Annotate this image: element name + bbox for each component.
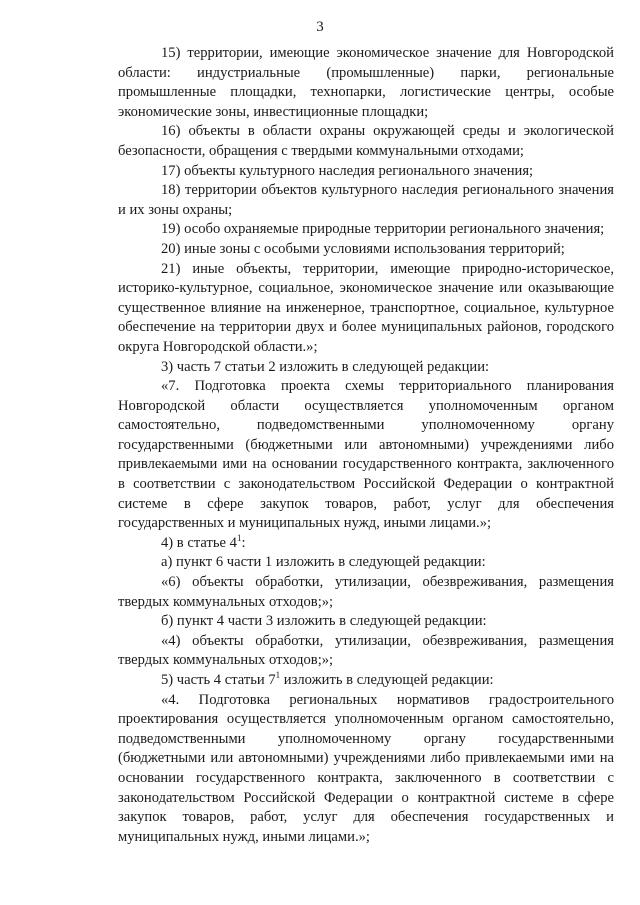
paragraph-quote-item-6: «6) объекты обработки, утилизации, обезвреживания, размещения твердых коммунальных отходов;»; [118, 574, 614, 610]
amendment-5-suffix: изложить в следующей редакции: [280, 672, 494, 688]
amendment-4-superscript: 1 [236, 532, 242, 543]
paragraph-quote-item-4: «4) объекты обработки, утилизации, обезвреживания, размещения твердых коммунальных отходов;»; [118, 632, 614, 669]
paragraph-amendment-3: 3) часть 7 статьи 2 изложить в следующей редакции: [161, 358, 490, 375]
amendment-4-suffix: : [241, 534, 246, 551]
paragraph-item-18: 18) территории объектов культурного наследия регионального значения и их зоны охраны; [118, 182, 614, 218]
document-body [118, 44, 614, 847]
paragraph-quote-part-7: «7. Подготовка проекта схемы территориального планирования Новгородской области осуществляется уполномоченным органом самостоятельно, подведомственными уполномоченному органу государственными (бюджетными или автономными) учреждениями либо привлекаемыми ими на основании государственного контракта, заключенного в соответствии с законодательством Российской Федерации о контрактной системе в сфере закупок товаров, работ, услуг для обеспечения государственных и муниципальных нужд, иными лицами.»; [118, 378, 614, 532]
amendment-5-superscript: 1 [275, 670, 281, 681]
paragraph-item-19: 19) особо охраняемые природные территории регионального значения; [161, 221, 605, 238]
paragraph-amendment-5 [118, 671, 614, 691]
paragraph-item-20: 20) иные зоны с особыми условиями использования территорий; [161, 240, 565, 257]
paragraph-item-15: 15) территории, имеющие экономическое значение для Новгородской области: индустриальные (промышленные) парки, региональные промышленные площадки, технопарки, логистические центры, особые экономические зоны, инвестиционные площадки; [118, 45, 614, 120]
paragraph-amendment-4 [118, 534, 614, 554]
paragraph-item-17: 17) объекты культурного наследия регионального значения; [161, 162, 534, 179]
paragraph-quote-part-4: «4. Подготовка региональных нормативов градостроительного проектирования осуществляется уполномоченным органом самостоятельно, подведомственными уполномоченному органу государственными (бюджетными или автономными) учреждениями либо привлекаемыми ими на основании государственного контракта, заключенного в соответствии с законодательством Российской Федерации о контрактной системе в сфере закупок товаров, работ, услуг для обеспечения государственных и муниципальных нужд, иными лицами.»; [118, 691, 614, 845]
paragraph-item-21: 21) иные объекты, территории, имеющие природно-историческое, историко-культурное, социальное, экономическое значение или оказывающие существенное влияние на инженерное, транспортное, социальное, культурное обеспечение на территории двух и более муниципальных районов, городского округа Новгородской области.»; [118, 260, 614, 355]
amendment-4-text: 4) в статье 4 [161, 534, 237, 551]
paragraph-subitem-b: б) пункт 4 части 3 изложить в следующей редакции: [161, 613, 487, 630]
paragraph-item-16: 16) объекты в области охраны окружающей среды и экологической безопасности, обращения с твердыми коммунальными отходами; [118, 123, 614, 159]
paragraph-subitem-a: а) пункт 6 части 1 изложить в следующей редакции: [161, 554, 486, 571]
page-number: 3 [316, 19, 324, 35]
amendment-5-text: 5) часть 4 статьи 7 [161, 672, 276, 688]
